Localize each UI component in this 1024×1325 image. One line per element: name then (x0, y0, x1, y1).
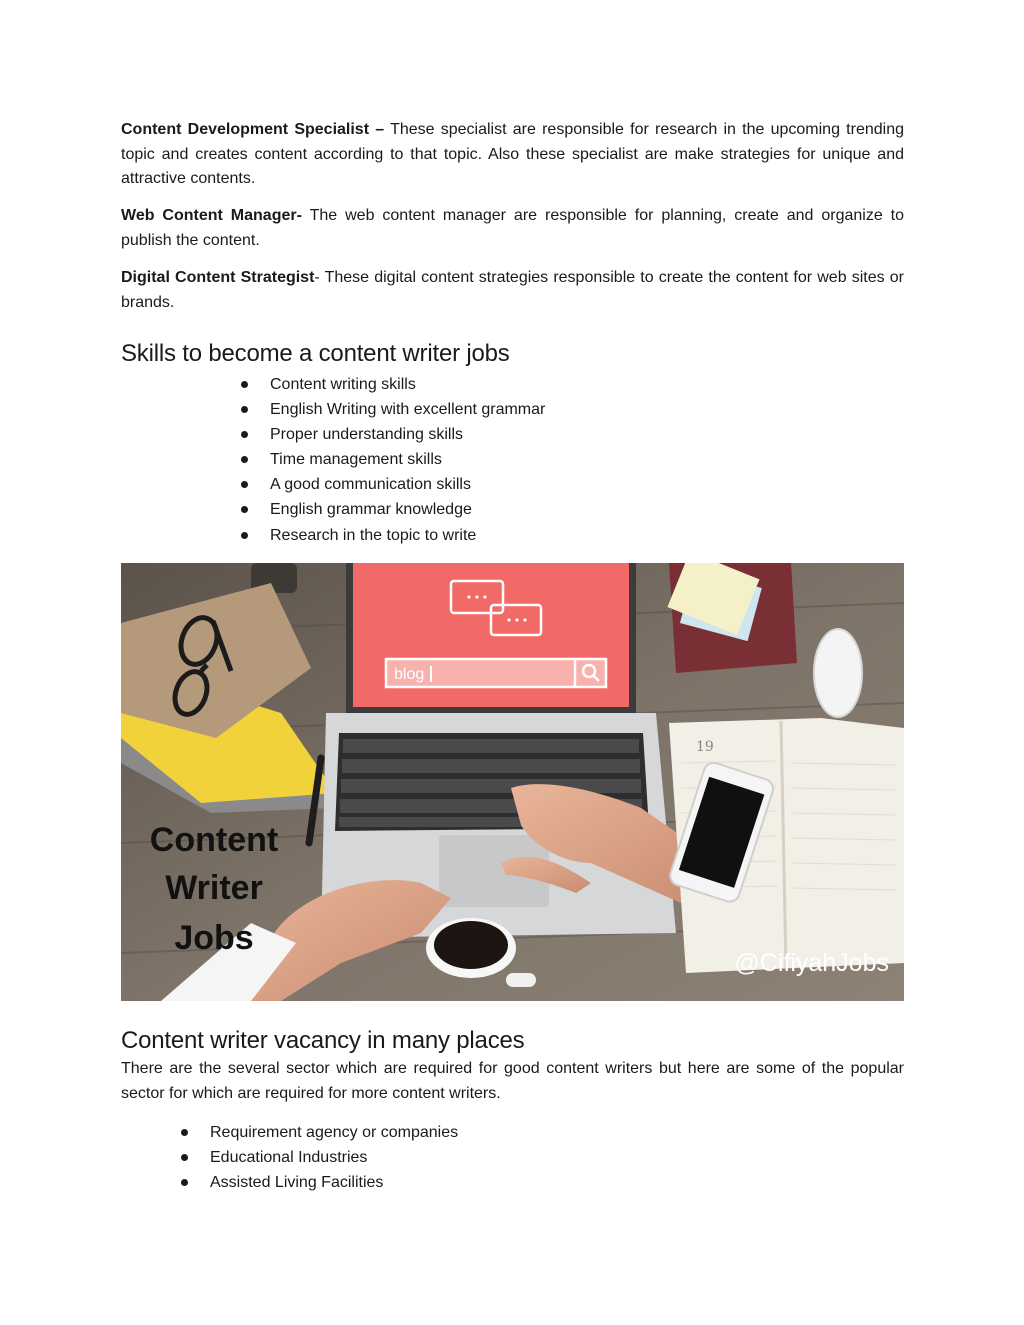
content-writer-jobs-image (121, 563, 904, 1001)
bullet-icon (181, 1154, 188, 1161)
overlay-title-line-3: Jobs (174, 919, 254, 957)
watermark-text: @CifiyahJobs (734, 949, 889, 977)
bullet-icon (241, 406, 248, 413)
bullet-icon (241, 456, 248, 463)
vacancy-intro: There are the several sector which are required for good content writers but here are some of the popular sector for which are required for more content writers. (121, 1060, 904, 1102)
term-content-development-specialist: Content Development Specialist – (121, 121, 385, 138)
term-digital-content-strategist: Digital Content Strategist (121, 269, 315, 286)
bullet-icon (241, 381, 248, 388)
paragraph-digital-content-strategist (121, 266, 904, 315)
bullet-icon (241, 481, 248, 488)
list-item: Assisted Living Facilities (181, 1170, 458, 1195)
overlay-title-line-1: Content (149, 821, 279, 859)
vacancy-heading: Content writer vacancy in many places (121, 1027, 525, 1054)
desk-illustration (121, 563, 904, 1001)
bullet-icon (241, 532, 248, 539)
screen-search-text: blog (394, 666, 425, 683)
list-item: Research in the topic to write (241, 523, 545, 548)
bullet-icon (241, 506, 248, 513)
definition-web-content-manager: The web content manager are responsible for planning, create and organize to publish the content. (121, 207, 904, 249)
bullet-icon (241, 431, 248, 438)
skills-list (241, 372, 545, 548)
paragraph-content-development-specialist (121, 118, 904, 192)
bullet-icon (181, 1179, 188, 1186)
definition-content-development-specialist: These specialist are responsible for research in the upcoming trending topic and creates content according to that topic. Also these specialist are make strategies for unique and attractive contents. (121, 121, 904, 187)
skills-heading: Skills to become a content writer jobs (121, 340, 510, 367)
overlay-title-line-2: Writer (165, 869, 263, 907)
list-item: Educational Industries (181, 1145, 458, 1170)
list-item: Content writing skills (241, 372, 545, 397)
term-web-content-manager: Web Content Manager- (121, 207, 302, 224)
paragraph-web-content-manager (121, 204, 904, 253)
definition-digital-content-strategist: - These digital content strategies responsible to create the content for web sites or brands. (121, 269, 905, 311)
list-item: Time management skills (241, 447, 545, 472)
list-item: English Writing with excellent grammar (241, 397, 545, 422)
list-item: A good communication skills (241, 472, 545, 497)
list-item: English grammar knowledge (241, 497, 545, 522)
notebook-number: 19 (696, 739, 714, 755)
vacancy-list (181, 1120, 458, 1195)
list-item: Requirement agency or companies (181, 1120, 458, 1145)
list-item: Proper understanding skills (241, 422, 545, 447)
bullet-icon (181, 1129, 188, 1136)
